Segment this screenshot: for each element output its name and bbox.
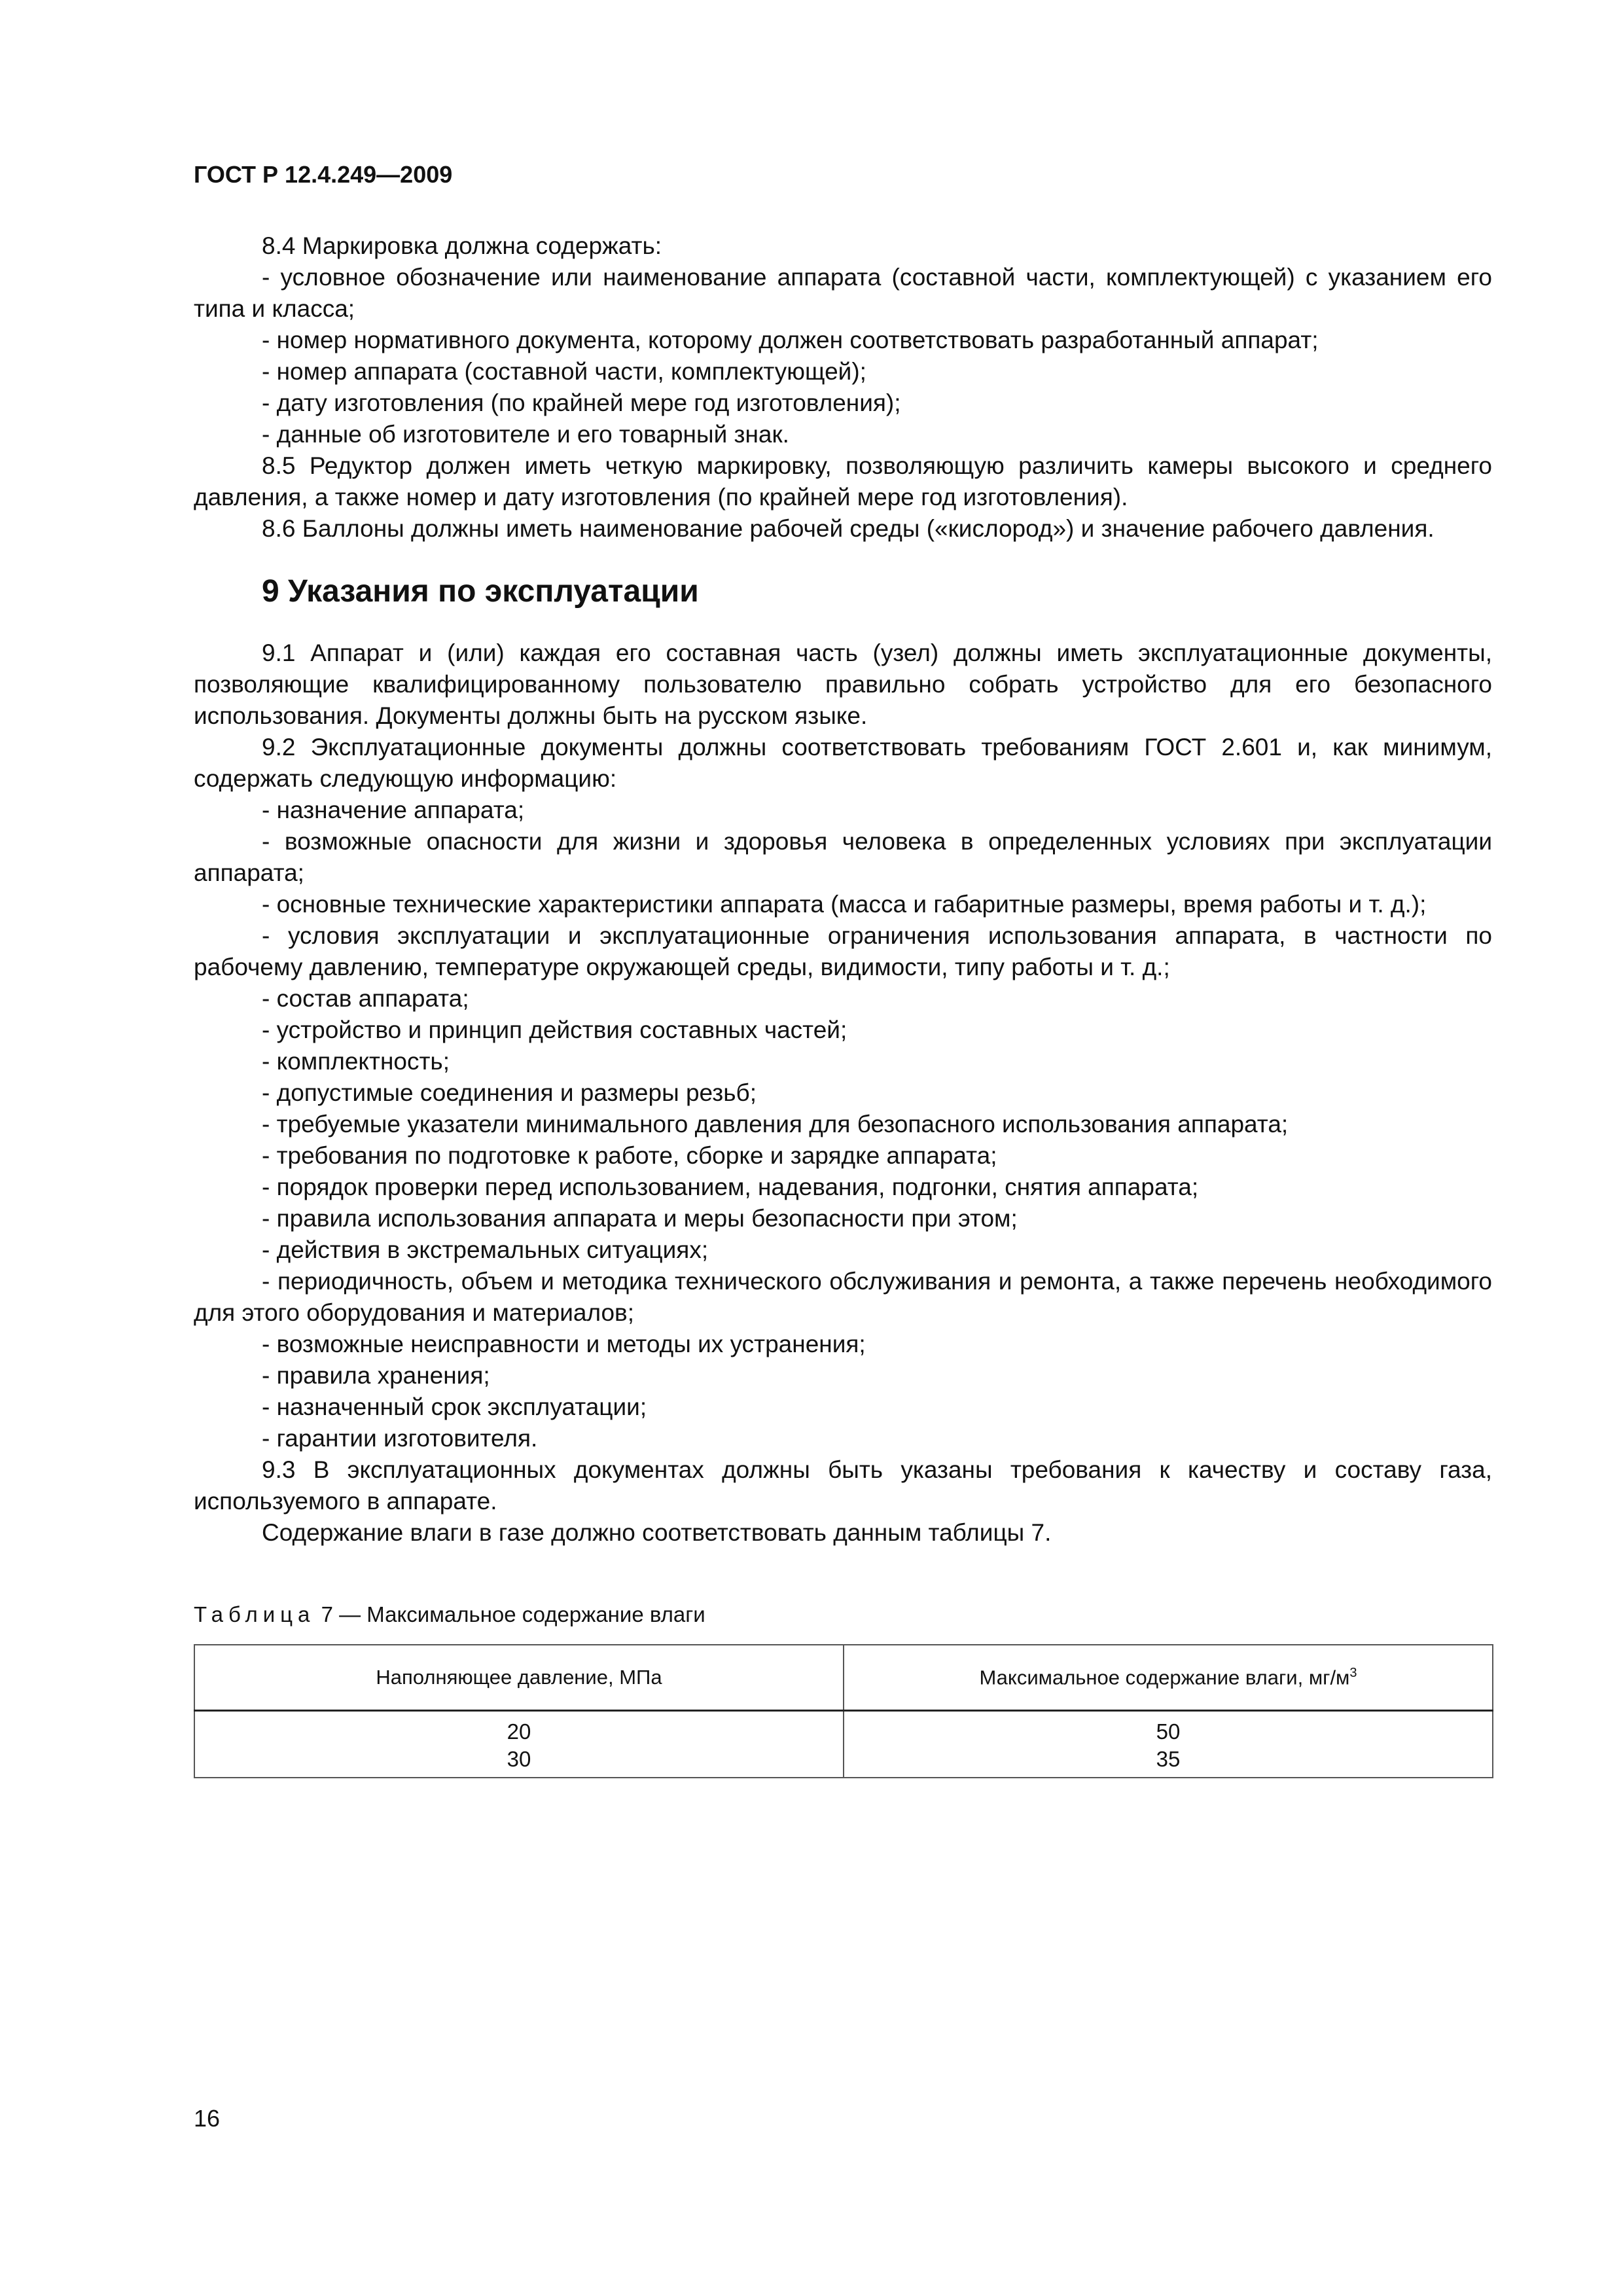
superscript: 3 [1349,1665,1357,1680]
moisture-table [194,1644,1493,1778]
table-caption-label: Таблица [194,1602,315,1626]
paragraph-9-3: 9.3 В эксплуатационных документах должны быть указаны требования к качеству и составу газа, используемого в аппарате. [194,1456,1492,1515]
column-header-pressure: Наполняющее давление, МПа [194,1645,844,1711]
paragraph-9-2: 9.2 Эксплуатационные документы должны соответствовать требованиям ГОСТ 2.601 и, как минимум, содержать следующую информацию: [194,734,1492,792]
column-header-moisture-text: Максимальное содержание влаги, мг/м [979,1666,1350,1689]
list-item: - требуемые указатели минимального давления для безопасного использования аппарата; [262,1111,1289,1138]
section-9-heading: 9 Указания по эксплуатации [262,574,699,609]
pressure-value: 20 [507,1719,531,1744]
list-item: - порядок проверки перед использованием, надевания, подгонки, снятия аппарата; [262,1174,1199,1200]
list-item: - основные технические характеристики аппарата (масса и габаритные размеры, время работы и т. д.); [262,891,1427,918]
list-item: - номер аппарата (составной части, комплектующей); [262,358,866,385]
list-item: - периодичность, объем и методика технического обслуживания и ремонта, а также перечень необходимого для этого оборудования и материалов; [194,1268,1492,1326]
list-item: - действия в экстремальных ситуациях; [262,1236,709,1263]
list-item: - комплектность; [262,1048,450,1075]
list-item: - допустимые соединения и размеры резьб; [262,1079,757,1106]
list-item: - условное обозначение или наименование аппарата (составной части, комплектующей) с указанием его типа и класса; [194,264,1492,322]
table-caption-title: 7 — Максимальное содержание влаги [321,1602,705,1626]
list-item: - условия эксплуатации и эксплуатационные ограничения использования аппарата, в частности по рабочему давлению, температуре окружающей среды, видимости, типу работы и т. д.; [194,922,1492,980]
list-item: - правила использования аппарата и меры безопасности при этом; [262,1205,1018,1232]
paragraph-moisture: Содержание влаги в газе должно соответствовать данным таблицы 7. [262,1519,1052,1546]
list-item: - устройство и принцип действия составных частей; [262,1016,847,1043]
list-item: - состав аппарата; [262,985,469,1012]
document-body [194,230,1492,1549]
table-row [194,1711,1493,1778]
list-item: - назначение аппарата; [262,797,525,823]
paragraph-9-1: 9.1 Аппарат и (или) каждая его составная часть (узел) должны иметь эксплуатационные документы, позволяющие квалифицированному пользователю правильно собрать устройство для его безопасного использования. Документы должны быть на русском языке. [194,639,1492,729]
pressure-cell [194,1711,844,1778]
moisture-value: 35 [1156,1747,1181,1771]
list-item: - возможные опасности для жизни и здоровья человека в определенных условиях при эксплуатации аппарата; [194,828,1492,886]
table-caption [194,1602,705,1627]
paragraph-8-6: 8.6 Баллоны должны иметь наименование рабочей среды («кислород») и значение рабочего давления. [262,515,1435,542]
list-item: - номер нормативного документа, которому должен соответствовать разработанный аппарат; [262,327,1319,353]
page-number: 16 [194,2105,221,2132]
list-item: - назначенный срок эксплуатации; [262,1393,647,1420]
list-item: - дату изготовления (по крайней мере год изготовления); [262,389,901,416]
list-item: - возможные неисправности и методы их устранения; [262,1331,866,1357]
list-item: - правила хранения; [262,1362,490,1389]
moisture-value: 50 [1156,1719,1181,1744]
list-item: - требования по подготовке к работе, сборке и зарядке аппарата; [262,1142,997,1169]
paragraph-8-4: 8.4 Маркировка должна содержать: [262,232,662,259]
pressure-value: 30 [507,1747,531,1771]
moisture-cell [844,1711,1493,1778]
list-item: - данные об изготовителе и его товарный знак. [262,421,789,448]
document-header: ГОСТ Р 12.4.249—2009 [194,161,453,188]
paragraph-8-5: 8.5 Редуктор должен иметь четкую маркировку, позволяющую различить камеры высокого и среднего давления, а также номер и дату изготовления (по крайней мере год изготовления). [194,452,1492,511]
column-header-moisture [844,1645,1493,1711]
table-header-row [194,1645,1493,1711]
list-item: - гарантии изготовителя. [262,1425,538,1452]
